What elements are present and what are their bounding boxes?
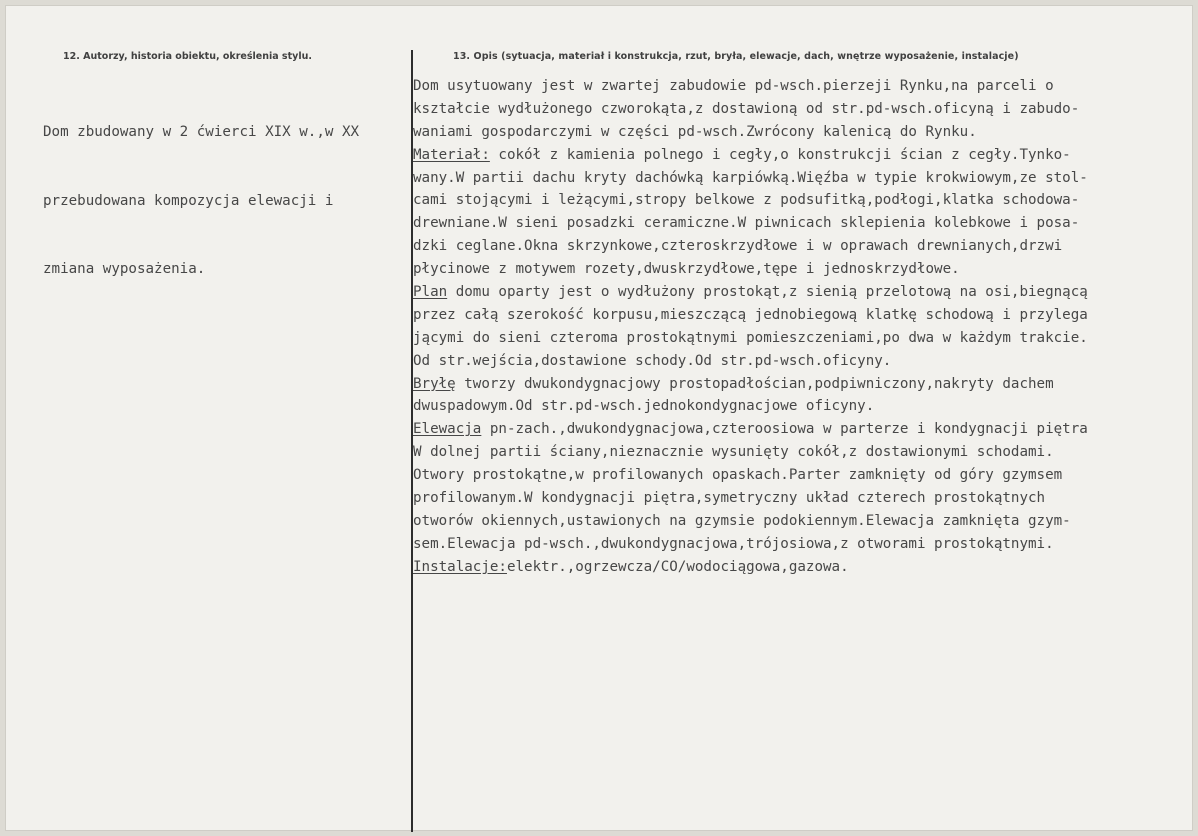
- line-text: wany.W partii dachu kryty dachówką karpiówką.Więźba w typie krokwiowym,ze stol-: [413, 169, 1088, 186]
- line-text: waniami gospodarczymi w części pd-wsch.Zwrócony kalenicą do Rynku.: [413, 123, 977, 140]
- section-12-header: 12. Autorzy, historia obiektu, określenia stylu.: [63, 51, 312, 62]
- section-12-line: Dom zbudowany w 2 ćwierci XIX w.,w XX: [43, 123, 360, 140]
- line-text: przez całą szerokość korpusu,mieszczącą jednobiegową klatkę schodową i przylega: [413, 306, 1088, 323]
- inventory-card-page: [5, 5, 1193, 831]
- section-13-line: [413, 75, 1088, 98]
- section-13-line: [413, 487, 1088, 510]
- line-text: elektr.,ogrzewcza/CO/wodociągowa,gazowa.: [506, 558, 849, 575]
- section-13-line: [413, 144, 1088, 167]
- section-13-line: [413, 441, 1088, 464]
- line-text: cami stojącymi i leżącymi,stropy belkowe z podsufitką,podłogi,klatka schodowa-: [413, 192, 1080, 209]
- line-text: dwuspadowym.Od str.pd-wsch.jednokondygnacjowe oficyny.: [413, 398, 875, 415]
- section-13-line: [413, 121, 1088, 144]
- subsection-lead-word: Plan: [413, 284, 448, 301]
- section-13-line: [413, 189, 1088, 212]
- section-13-line: [413, 418, 1088, 441]
- subsection-lead-word: Elewacja: [413, 421, 482, 438]
- section-13-line: [413, 556, 1088, 579]
- section-12-line: przebudowana kompozycja elewacji i: [43, 192, 334, 209]
- section-13-line: [413, 395, 1088, 418]
- line-text: otworów okiennych,ustawionych na gzymsie podokiennym.Elewacja zamknięta gzym-: [413, 512, 1071, 529]
- section-12-text: [43, 75, 359, 327]
- section-13-text: [413, 75, 1088, 579]
- section-13-line: [413, 533, 1088, 556]
- line-text: Otwory prostokątne,w profilowanych opaskach.Parter zamknięty od góry gzymsem: [413, 467, 1063, 484]
- section-13-line: [413, 373, 1088, 396]
- line-text: jącymi do sieni czteroma prostokątnymi pomieszczeniami,po dwa w każdym trakcie.: [413, 329, 1088, 346]
- section-13-line: [413, 258, 1088, 281]
- line-text: profilowanym.W kondygnacji piętra,symetryczny układ czterech prostokątnych: [413, 490, 1046, 507]
- section-12-line: zmiana wyposażenia.: [43, 261, 206, 278]
- section-13-line: [413, 281, 1088, 304]
- section-13-line: [413, 212, 1088, 235]
- line-text: pn-zach.,dwukondygnacjowa,czteroosiowa w parterze i kondygnacji piętra: [481, 421, 1088, 438]
- line-text: dzki ceglane.Okna skrzynkowe,czteroskrzydłowe i w oprawach drewnianych,drzwi: [413, 238, 1063, 255]
- line-text: drewniane.W sieni posadzki ceramiczne.W piwnicach sklepienia kolebkowe i posa-: [413, 215, 1080, 232]
- line-text: Od str.wejścia,dostawione schody.Od str.pd-wsch.oficyny.: [413, 352, 892, 369]
- section-13-line: [413, 327, 1088, 350]
- line-text: kształcie wydłużonego czworokąta,z dostawioną od str.pd-wsch.oficyną i zabudo-: [413, 100, 1080, 117]
- line-text: tworzy dwukondygnacjowy prostopadłościan,podpiwniczony,nakryty dachem: [455, 375, 1054, 392]
- section-13-line: [413, 167, 1088, 190]
- section-13-line: [413, 464, 1088, 487]
- section-13-line: [413, 235, 1088, 258]
- line-text: cokół z kamienia polnego i cegły,o konstrukcji ścian z cegły.Tynko-: [489, 146, 1071, 163]
- section-13-line: [413, 350, 1088, 373]
- section-13-line: [413, 98, 1088, 121]
- section-13-line: [413, 304, 1088, 327]
- line-text: sem.Elewacja pd-wsch.,dwukondygnacjowa,trójosiowa,z otworami prostokątnymi.: [413, 535, 1054, 552]
- line-text: płycinowe z motywem rozety,dwuskrzydłowe,tępe i jednoskrzydłowe.: [413, 261, 960, 278]
- line-text: Dom usytuowany jest w zwartej zabudowie pd-wsch.pierzeji Rynku,na parceli o: [413, 78, 1054, 94]
- line-text: domu oparty jest o wydłużony prostokąt,z sienią przelotową na osi,biegnącą: [447, 284, 1088, 301]
- section-13-header: 13. Opis (sytuacja, materiał i konstrukcja, rzut, bryła, elewacje, dach, wnętrze wyposażenie, instalacje): [453, 51, 1019, 62]
- section-13-line: [413, 510, 1088, 533]
- subsection-lead-word: Bryłę: [413, 375, 456, 392]
- subsection-lead-word: Materiał:: [413, 146, 490, 163]
- subsection-lead-word: Instalacje:: [413, 558, 507, 575]
- line-text: W dolnej partii ściany,nieznacznie wysunięty cokół,z dostawionymi schodami.: [413, 444, 1054, 461]
